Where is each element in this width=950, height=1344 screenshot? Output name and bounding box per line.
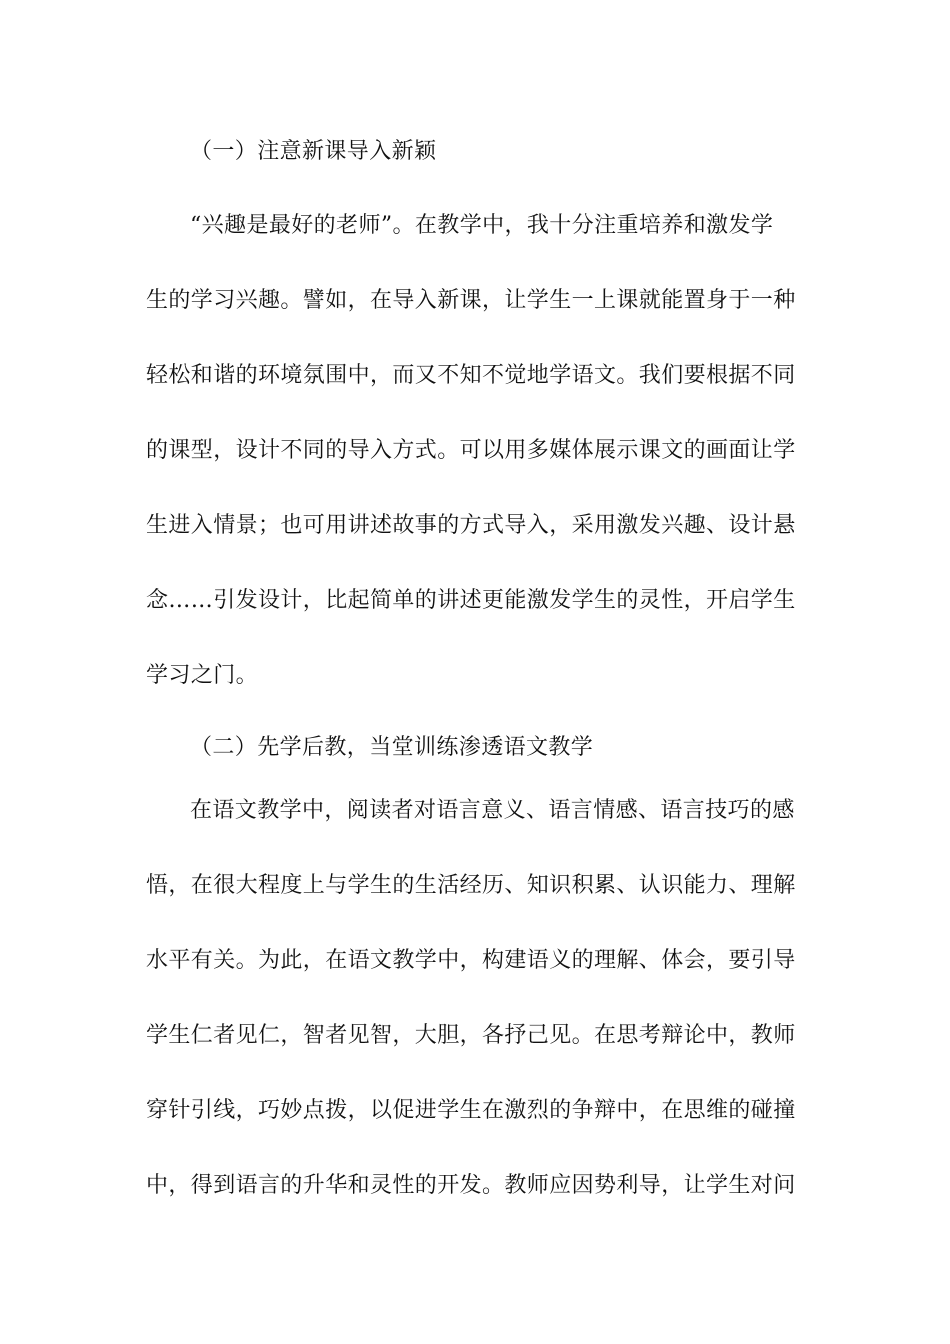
paragraph-line: 在语文教学中，阅读者对语言意义、语言情感、语言技巧的感	[190, 798, 795, 823]
paragraph-line: 学生仁者见仁，智者见智，大胆，各抒己见。在思考辩论中，教师	[146, 1023, 796, 1048]
paragraph-line: 中，得到语言的升华和灵性的开发。教师应因势利导，让学生对问	[146, 1173, 796, 1198]
paragraph-line: 生的学习兴趣。譬如，在导入新课，让学生一上课就能置身于一种	[146, 288, 796, 313]
paragraph-line: 悟，在很大程度上与学生的生活经历、知识积累、认识能力、理解	[146, 873, 796, 898]
paragraph-line: 生进入情景；也可用讲述故事的方式导入，采用激发兴趣、设计悬	[146, 513, 796, 538]
section-2-heading: （二）先学后教，当堂训练渗透语文教学	[190, 735, 594, 760]
paragraph-line: 轻松和谐的环境氛围中，而又不知不觉地学语文。我们要根据不同	[146, 363, 796, 388]
paragraph-line: 学习之门。	[146, 663, 259, 688]
paragraph-line: 水平有关。为此，在语文教学中，构建语义的理解、体会，要引导	[146, 948, 796, 973]
paragraph-line: “兴趣是最好的老师”。在教学中，我十分注重培养和激发学	[190, 213, 774, 238]
paragraph-line: 念……引发设计，比起简单的讲述更能激发学生的灵性，开启学生	[146, 588, 796, 613]
paragraph-line: 穿针引线，巧妙点拨，以促进学生在激烈的争辩中，在思维的碰撞	[146, 1098, 796, 1123]
paragraph-line: 的课型，设计不同的导入方式。可以用多媒体展示课文的画面让学	[146, 438, 796, 463]
section-1-heading: （一）注意新课导入新颖	[190, 139, 437, 164]
